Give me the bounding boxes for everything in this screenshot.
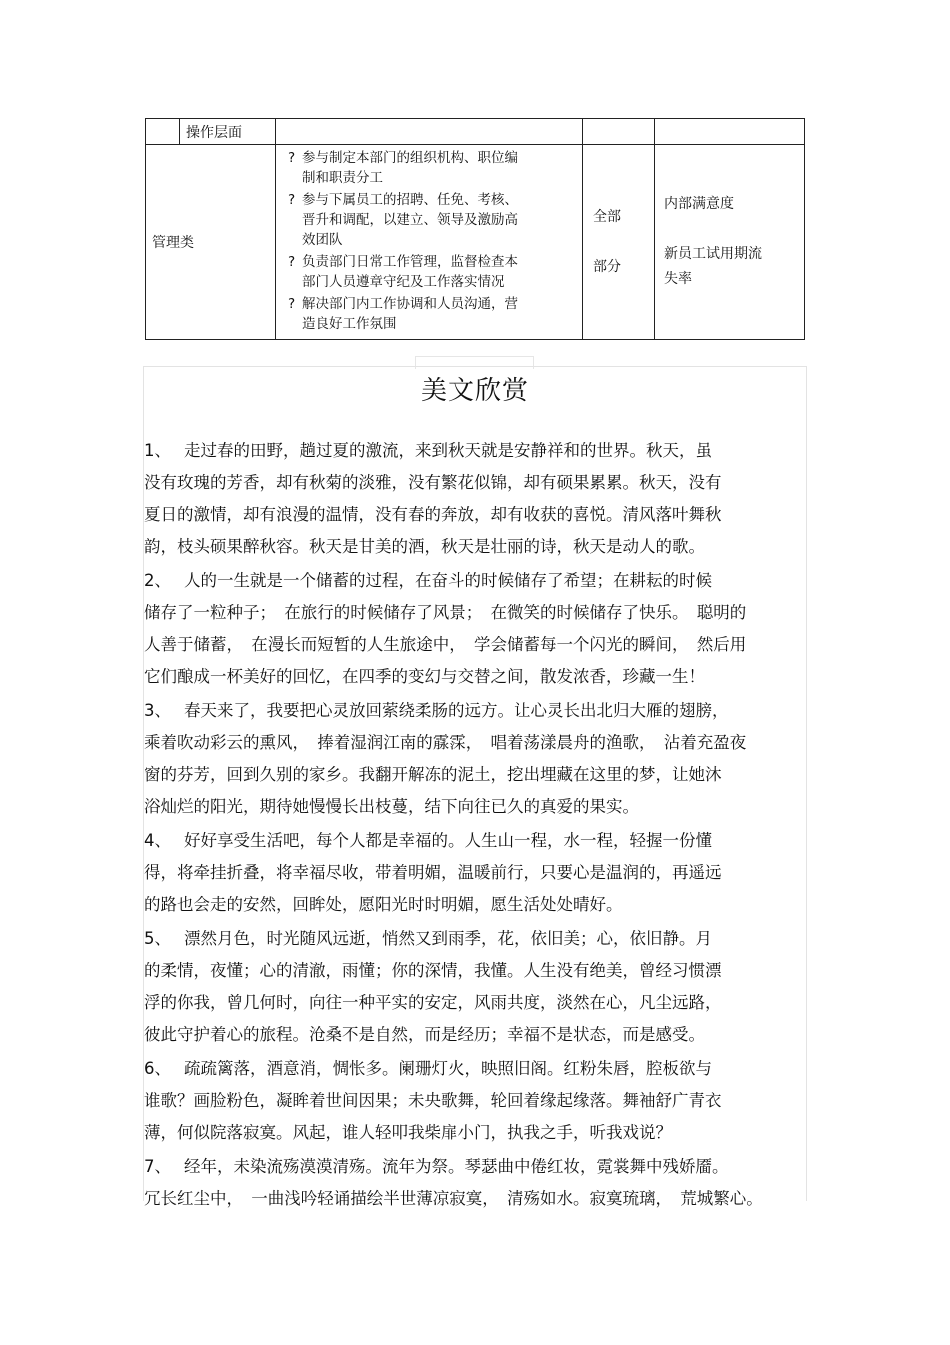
article-paragraph bbox=[144, 825, 806, 921]
article-paragraph bbox=[144, 1053, 806, 1149]
duty-line: 解决部门内工作协调和人员沟通，营 bbox=[302, 296, 518, 312]
paragraph-line bbox=[144, 791, 806, 823]
paragraph-line bbox=[144, 531, 806, 563]
scope-all: 全部 bbox=[593, 209, 621, 225]
article-paragraph bbox=[144, 923, 806, 1051]
paragraph-text: 走过春的田野，趟过夏的激流，来到秋天就是安静祥和的世界。秋天，虽 bbox=[184, 441, 712, 460]
paragraph-number: 7、 bbox=[144, 1157, 171, 1176]
duty-item bbox=[288, 294, 558, 334]
kpi-cell bbox=[655, 145, 805, 340]
paragraph-line bbox=[144, 987, 806, 1019]
paragraph-line bbox=[144, 1117, 806, 1149]
table-cell-blank bbox=[146, 119, 180, 145]
paragraph-text: 乘着吹动彩云的熏风， 捧着湿润江南的霡霂， 唱着荡漾晨舟的渔歌， 沾着充盈夜 bbox=[144, 733, 747, 752]
paragraph-line bbox=[144, 1053, 806, 1085]
duty-line: 晋升和调配，以建立、领导及激励高 bbox=[302, 212, 518, 228]
scope-partial: 部分 bbox=[593, 259, 621, 275]
paragraph-text: 人善于储蓄， 在漫长而短暂的人生旅途中， 学会储蓄每一个闪光的瞬间， 然后用 bbox=[144, 635, 747, 654]
paragraph-number: 1、 bbox=[144, 441, 171, 460]
duty-line: 部门人员遵章守纪及工作落实情况 bbox=[302, 274, 505, 290]
paragraph-text: 冗长红尘中， 一曲浅吟轻诵描绘半世薄凉寂寞， 清殇如水。寂寞琉璃， 荒城繁心。 bbox=[144, 1189, 763, 1208]
paragraph-text: 浴灿烂的阳光，期待她慢慢长出枝蔓，结下向往已久的真爱的果实。 bbox=[144, 797, 639, 816]
bullet-marker: ? bbox=[288, 192, 296, 208]
duty-line: 参与下属员工的招聘、任免、考核、 bbox=[302, 192, 518, 208]
paragraph-line bbox=[144, 565, 806, 597]
duty-item bbox=[288, 148, 558, 188]
paragraph-text: 疏疏篱落，酒意消，惆怅多。阑珊灯火，映照旧阁。红粉朱唇，腔板欲与 bbox=[184, 1059, 712, 1078]
duty-item bbox=[288, 190, 558, 250]
paragraph-text: 好好享受生活吧，每个人都是幸福的。人生山一程，水一程，轻握一份懂 bbox=[184, 831, 712, 850]
paragraph-text: 窗的芬芳，回到久别的家乡。我翻开解冻的泥土，挖出埋藏在这里的梦，让她沐 bbox=[144, 765, 722, 784]
duty-line: 负责部门日常工作管理，监督检查本 bbox=[302, 254, 518, 270]
paragraph-text: 人的一生就是一个储蓄的过程，在奋斗的时候储存了希望；在耕耘的时候 bbox=[184, 571, 712, 590]
paragraph-text: 彼此守护着心的旅程。沧桑不是自然，而是经历；幸福不是状态，而是感受。 bbox=[144, 1025, 705, 1044]
article-title: 美文欣赏 bbox=[420, 376, 529, 406]
article-paragraph bbox=[144, 695, 806, 823]
paragraph-line bbox=[144, 923, 806, 955]
paragraph-text: 浮的你我，曾几何时，向往一种平实的安定，风雨共度，淡然在心，凡尘远路， bbox=[144, 993, 722, 1012]
paragraph-text: 韵，枝头硕果醉秋容。秋天是甘美的酒，秋天是壮丽的诗，秋天是动人的歌。 bbox=[144, 537, 705, 556]
paragraph-line bbox=[144, 1085, 806, 1117]
paragraph-line bbox=[144, 825, 806, 857]
paragraph-text: 储存了一粒种子； 在旅行的时候储存了风景； 在微笑的时候储存了快乐。 聪明的 bbox=[144, 603, 747, 622]
operation-level-label: 操作层面 bbox=[180, 119, 276, 145]
duty-line: 效团队 bbox=[302, 232, 343, 248]
category-label: 管理类 bbox=[146, 145, 276, 340]
duty-line: 制和职责分工 bbox=[302, 170, 383, 186]
paragraph-text: 薄，何似院落寂寞。风起，谁人轻叩我柴扉小门，执我之手，听我戏说？ bbox=[144, 1123, 672, 1142]
kpi-turnover-line-2: 失率 bbox=[664, 271, 692, 287]
paragraph-number: 4、 bbox=[144, 831, 171, 850]
responsibility-table bbox=[145, 118, 805, 340]
paragraph-text: 经年，未染流殇漠漠清殇。流年为祭。琴瑟曲中倦红妆，霓裳舞中残娇靥。 bbox=[184, 1157, 729, 1176]
paragraph-line bbox=[144, 467, 806, 499]
paragraph-line bbox=[144, 1019, 806, 1051]
paragraph-line bbox=[144, 889, 806, 921]
duties-list bbox=[276, 148, 582, 334]
paragraph-text: 得，将牵挂折叠，将幸福尽收，带着明媚，温暖前行，只要心是温润的，再遥远 bbox=[144, 863, 722, 882]
table-row-operation-level bbox=[146, 119, 805, 145]
kpi-internal-satisfaction: 内部满意度 bbox=[664, 196, 734, 212]
paragraph-line bbox=[144, 857, 806, 889]
paragraph-number: 3、 bbox=[144, 701, 171, 720]
paragraph-text: 的路也会走的安然，回眸处，愿阳光时时明媚，愿生活处处晴好。 bbox=[144, 895, 623, 914]
duties-cell bbox=[276, 145, 583, 340]
paragraph-line bbox=[144, 695, 806, 727]
article-section bbox=[143, 366, 807, 1208]
paragraph-number: 2、 bbox=[144, 571, 171, 590]
paragraph-line bbox=[144, 727, 806, 759]
paragraph-number: 6、 bbox=[144, 1059, 171, 1078]
paragraph-text: 它们酿成一杯美好的回忆，在四季的变幻与交替之间，散发浓香，珍藏一生！ bbox=[144, 667, 705, 686]
article-paragraph bbox=[144, 435, 806, 563]
paragraph-text: 没有玫瑰的芳香，却有秋菊的淡雅，没有繁花似锦，却有硕果累累。秋天，没有 bbox=[144, 473, 722, 492]
paragraph-text: 春天来了，我要把心灵放回萦绕柔肠的远方。让心灵长出北归大雁的翅膀， bbox=[184, 701, 729, 720]
duty-item bbox=[288, 252, 558, 292]
paragraph-line bbox=[144, 759, 806, 791]
paragraph-text: 夏日的激情，却有浪漫的温情，没有春的奔放，却有收获的喜悦。清风落叶舞秋 bbox=[144, 505, 722, 524]
paragraph-line bbox=[144, 955, 806, 987]
paragraph-line bbox=[144, 435, 806, 467]
article-paragraph bbox=[144, 1151, 806, 1215]
duty-line: 造良好工作氛围 bbox=[302, 316, 397, 332]
duty-line: 参与制定本部门的组织机构、职位编 bbox=[302, 150, 518, 166]
paragraph-line bbox=[144, 597, 806, 629]
paragraph-line bbox=[144, 499, 806, 531]
kpi-turnover-line-1: 新员工试用期流 bbox=[664, 246, 762, 262]
paragraph-number: 5、 bbox=[144, 929, 171, 948]
scope-cell bbox=[583, 145, 655, 340]
paragraph-text: 漂然月色，时光随风远逝，悄然又到雨季，花，依旧美；心，依旧静。月 bbox=[184, 929, 712, 948]
table-cell-blank bbox=[583, 119, 655, 145]
table-cell-blank bbox=[276, 119, 583, 145]
article-body bbox=[144, 435, 806, 1217]
paragraph-line bbox=[144, 1183, 806, 1215]
table-row-management bbox=[146, 145, 805, 340]
paragraph-line bbox=[144, 661, 806, 693]
paragraph-text: 的柔情，夜懂；心的清澈，雨懂；你的深情，我懂。人生没有绝美，曾经习惯漂 bbox=[144, 961, 722, 980]
article-paragraph bbox=[144, 565, 806, 693]
paragraph-line bbox=[144, 629, 806, 661]
bullet-marker: ? bbox=[288, 150, 296, 166]
paragraph-text: 谁歌？画脸粉色，凝眸着世间因果；未央歌舞，轮回着缘起缘落。舞袖舒广青衣 bbox=[144, 1091, 722, 1110]
table-cell-blank bbox=[655, 119, 805, 145]
bullet-marker: ? bbox=[288, 254, 296, 270]
paragraph-line bbox=[144, 1151, 806, 1183]
bullet-marker: ? bbox=[288, 296, 296, 312]
